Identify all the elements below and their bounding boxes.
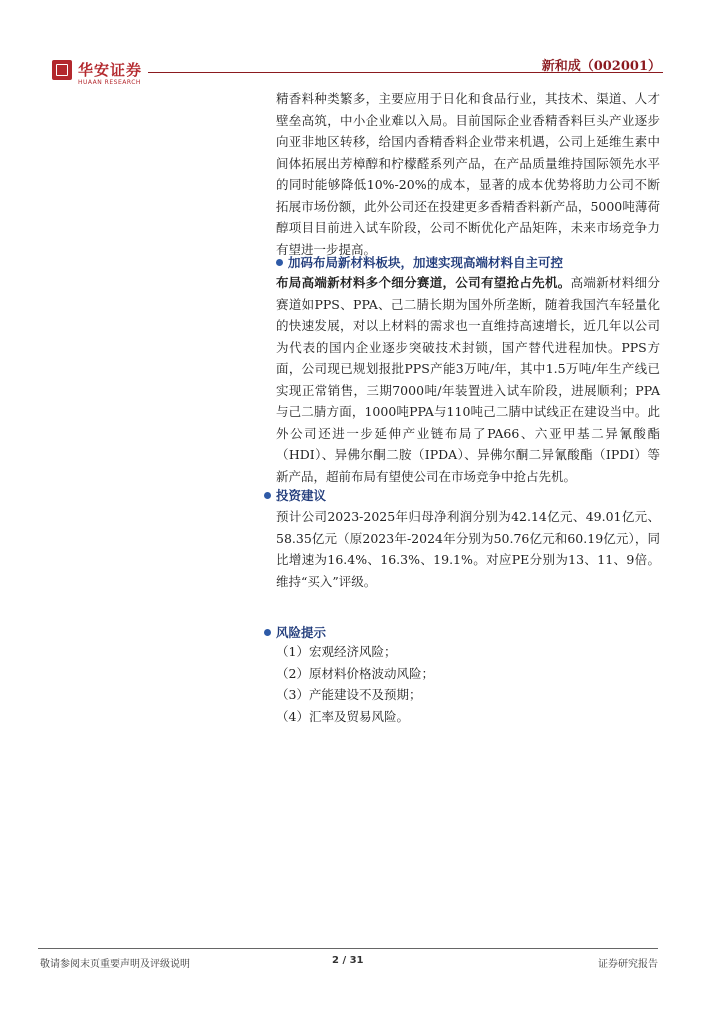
page-number: 2 / 31 [332, 955, 364, 966]
list-item: （2）原材料价格波动风险； [276, 665, 434, 681]
footer-divider [38, 948, 658, 949]
new-materials-text: 高端新材料细分赛道如PPS、PPA、己二腈长期为国外所垄断，随着我国汽车轻量化的快速发展，对以上材料的需求也一直维持高速增长，近几年以公司为代表的国内企业逐步突破技术封锁，国产替代进程加快。PPS方面，公司现已规划报批PPS产能3万吨/年，其中1.5万吨/年生产线已实现正常销售，三期7000吨/年装置进入试车阶段，进展顺利；PPA与己二腈方面，1000吨PPA与110吨己二腈中试线正在建设当中。此外公司还进一步延伸产业链布局了PA66、六亚甲基二异氰酸酯（HDI）、异佛尔酮二胺（IPDA）、异佛尔酮二异氰酸酯（IPDI）等新产品，超前布局有望使公司在市场竞争中抢占先机。 [276, 275, 660, 484]
list-item: （4）汇率及贸易风险。 [276, 708, 409, 724]
section-title-risk: 风险提示 [276, 625, 327, 640]
intro-paragraph: 精香料种类繁多，主要应用于日化和食品行业，其技术、渠道、人才壁垒高筑，中小企业难以入局。目前国际企业香精香料巨头产业逐步向亚非地区转移，给国内香精香料企业带来机遇，公司上延维生素中间体拓展出芳樟醇和柠檬醛系列产品，在产品质量维持国际领先水平的同时能够降低10%-20%的成本，显著的成本优势将助力公司不断拓展市场份额，此外公司还在投建更多香精香料新产品，5000吨薄荷醇项目目前进入试车阶段，公司不断优化产品矩阵，未来市场竞争力有望进一步提高。 [276, 91, 660, 257]
header-divider [148, 72, 663, 73]
investment-paragraph: 预计公司2023-2025年归母净利润分别为42.14亿元、49.01亿元、58.35亿元（原2023年-2024年分别为50.76亿元和60.19亿元），同比增速为16.4%、16.3%、19.1%。对应PE分别为13、11、9倍。维持“买入”评级。 [276, 509, 660, 589]
logo-english-name: HUAAN RESEARCH [78, 79, 141, 86]
section-title-new-materials: 加码布局新材料板块，加速实现高端材料自主可控 [288, 255, 564, 270]
investment-block [276, 506, 660, 592]
footer-disclaimer: 敬请参阅末页重要声明及评级说明 [40, 959, 190, 970]
company-ticker: 新和成（002001） [541, 59, 661, 74]
page-header [0, 0, 724, 90]
new-materials-block [276, 272, 660, 487]
section-bullet-icon [264, 629, 271, 636]
intro-block [276, 88, 660, 260]
list-item: （1）宏观经济风险； [276, 644, 397, 659]
new-materials-lead: 布局高端新材料多个细分赛道，公司有望抢占先机。 [276, 275, 571, 290]
footer-report-type: 证券研究报告 [598, 959, 658, 970]
section-bullet-icon [264, 492, 271, 499]
risk-list [276, 641, 660, 727]
list-item: （3）产能建设不及预期； [276, 687, 422, 702]
logo-chinese-name: 华安证券 [78, 61, 143, 79]
section-bullet-icon [276, 259, 283, 266]
huaan-logo-icon [52, 60, 72, 80]
section-title-investment: 投资建议 [276, 488, 327, 503]
new-materials-paragraph [276, 272, 660, 487]
